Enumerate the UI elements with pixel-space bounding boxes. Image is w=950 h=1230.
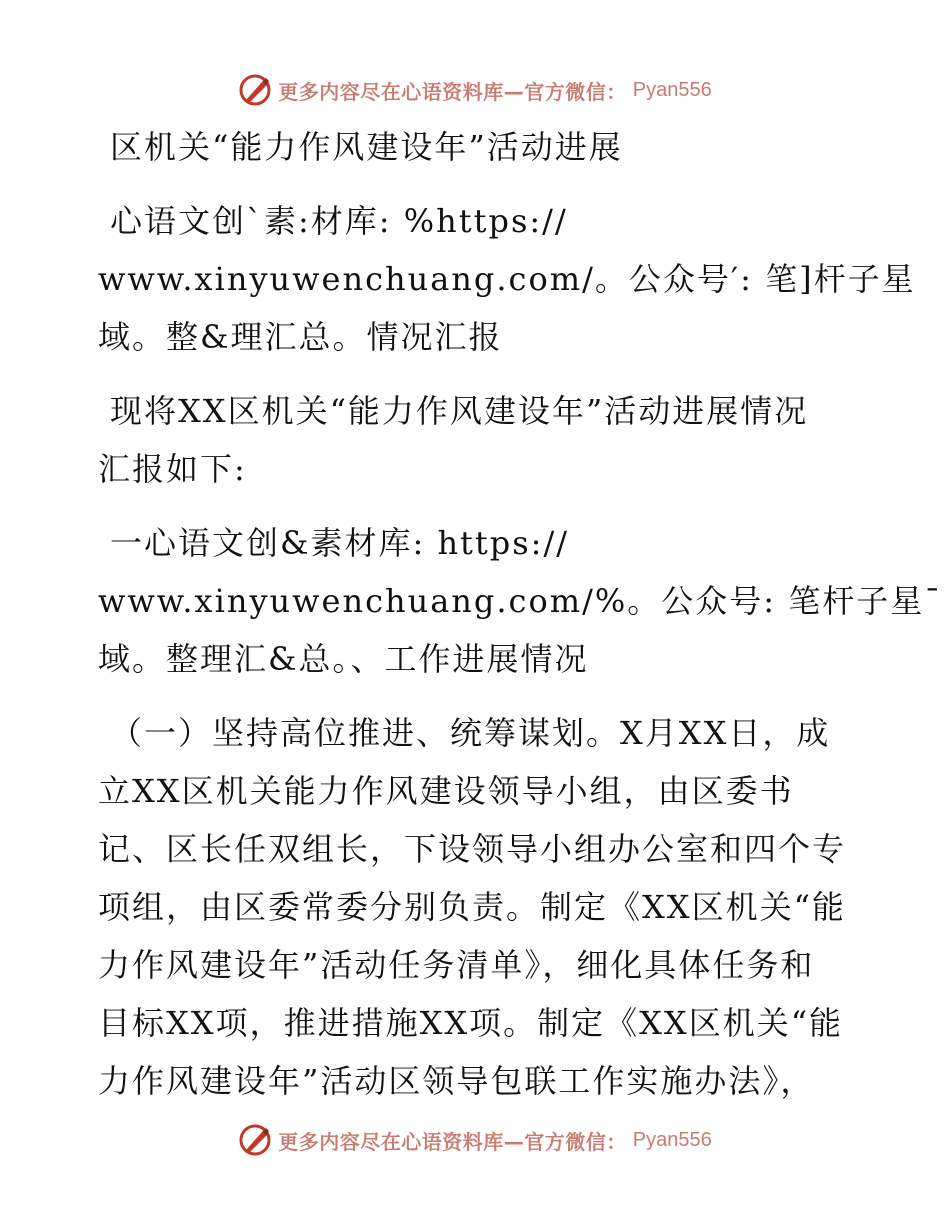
paragraph-line: www.xinyuwenchuang.com/%。公众号: 笔杆子星¯ [98,582,943,620]
paragraph-line: www.xinyuwenchuang.com/。公众号′: 笔]杆子星 [98,260,916,298]
paragraph-line: 项组，由区委常委分别负责。制定《XX区机关“能 [98,888,846,926]
paragraph-line: 现将XX区机关“能力作风建设年”活动进展情况 [110,392,809,430]
paragraph-line: 一心语文创&素材库: https:// [110,524,570,562]
paragraph-line: 力作风建设年”活动区领导包联工作实施办法》， [98,1062,815,1100]
paragraph-line: 立XX区机关能力作风建设领导小组，由区委书 [98,772,794,810]
paragraph-line: 域。整理汇&总。、工作进展情况 [98,640,589,678]
paragraph-line: （一）坚持高位推进、统筹谋划。X月XX日，成 [110,714,831,752]
banner-handle: Pyan556 [632,1128,712,1151]
header-watermark-banner [0,70,950,110]
document-title: 区机关“能力作风建设年”活动进展 [110,128,623,166]
document-body [98,118,943,1110]
pen-nib-logo-icon [238,73,272,107]
banner-text: 更多内容尽在心语资料库—官方微信： [278,79,627,104]
banner-handle: Pyan556 [632,78,712,101]
paragraph-line: 目标XX项，推进措施XX项。制定《XX区机关“能 [98,1004,844,1042]
footer-watermark-banner [0,1120,950,1160]
banner-text: 更多内容尽在心语资料库—官方微信： [278,1129,627,1154]
paragraph-line: 记、区长任双组长，下设领导小组办公室和四个专 [98,830,847,868]
pen-nib-logo-icon [238,1123,272,1157]
paragraph-line: 力作风建设年”活动任务清单》，细化具体任务和 [98,946,815,984]
paragraph-line: 域。整&理汇总。情况汇报 [98,318,503,356]
paragraph-line: 心语文创`素:材库: %https:// [110,202,568,240]
paragraph-line: 汇报如下: [98,450,247,488]
